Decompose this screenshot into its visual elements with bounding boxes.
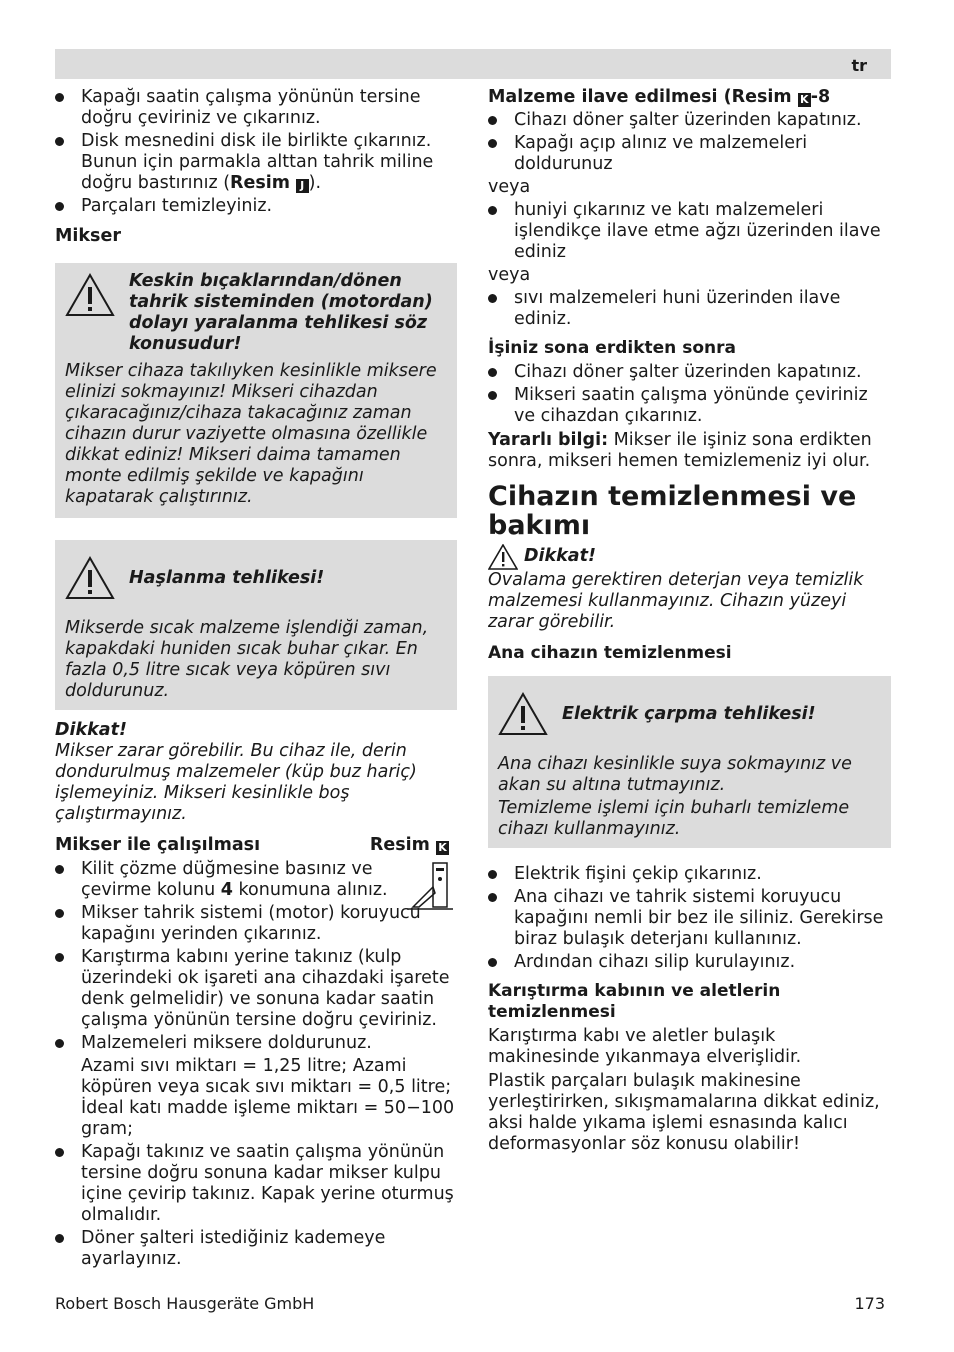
figure-letter-icon: K bbox=[436, 841, 449, 855]
paragraph: Plastik parçaları bulaşık makinesine yerleştirirken, sıkışmamalarına dikkat ediniz, aksi halde yıkama işlemi esnasında kalıcı deformasyonlar söz konusu olabilir! bbox=[488, 1071, 880, 1154]
section-title-adding: Malzeme ilave edilmesi (Resim K -8 bbox=[488, 87, 831, 107]
page-number: 173 bbox=[854, 1294, 885, 1313]
list-item: Kapağı açıp alınız ve malzemeleri doldurunuz bbox=[488, 133, 891, 175]
warning-box-scald bbox=[55, 540, 457, 710]
warning-body: Mikser cihaza takılıyken kesinlikle miksere elinizi sokmayınız! Mikseri cihazdan çıkaracağınız/cihaza takacağınız zaman cihazın durur vaziyette olmasına özellikle dikkat ediniz! Mikseri daima tamamen monte edilmiş şekilde ve kapağını kapatarak çalıştırınız. bbox=[65, 361, 437, 507]
bullet-list-working bbox=[55, 859, 457, 1054]
caution-heading: Dikkat! bbox=[488, 546, 891, 567]
right-column bbox=[488, 87, 891, 1155]
caution-body: Ovalama gerektiren deterjan veya temizlik malzemesi kullanmayınız. Cihazın yüzeyi zarar görebilir. bbox=[488, 570, 864, 632]
caution-title: Dikkat! bbox=[55, 720, 127, 740]
bullet-list-after bbox=[488, 362, 891, 427]
useful-tip: Yararlı bilgi: Mikser ile işiniz sona erdikten sonra, mikseri hemen temizlemeniz iyi olur. bbox=[488, 430, 872, 471]
list-item: Kilit çözme düğmesine basınız ve çevirme kolunu 4 konumuna alınız. bbox=[55, 859, 457, 901]
warning-body: Ana cihazı kesinlikle suya sokmayınız ve akan su altına tutmayınız. bbox=[498, 754, 852, 795]
list-item: sıvı malzemeleri huni üzerinden ilave ediniz. bbox=[488, 288, 891, 330]
warning-heading: Haşlanma tehlikesi! bbox=[65, 554, 447, 612]
list-item: Mikseri saatin çalışma yönünde çeviriniz ve cihazdan çıkarınız. bbox=[488, 385, 891, 427]
list-item: Kapağı takınız ve saatin çalışma yönünün tersine doğru sonuna kadar mikser kulpu içine çevirip takınız. Kapak yerine oturmuş olmalıdır. bbox=[55, 1142, 457, 1226]
list-item: Kapağı saatin çalışma yönünün tersine doğru çeviriniz ve çıkarınız. bbox=[55, 87, 457, 129]
list-item: Malzemeleri miksere doldurunuz. bbox=[55, 1033, 457, 1054]
caution-body: Mikser zarar görebilir. Bu cihaz ile, derin dondurulmuş malzemeler (küp buz hariç) işlemeyiniz. Mikseri kesinlikle boş çalıştırmayınız. bbox=[55, 741, 417, 824]
figure-letter-icon: J bbox=[296, 179, 309, 193]
warning-triangle-icon bbox=[65, 273, 115, 317]
or-text: veya bbox=[488, 265, 531, 285]
section-title-mikser: Mikser bbox=[55, 226, 121, 246]
warning-box-blades bbox=[55, 263, 457, 518]
left-column bbox=[55, 87, 457, 1272]
bullet-list-adding-2 bbox=[488, 200, 891, 263]
or-text: veya bbox=[488, 177, 531, 197]
working-steps bbox=[55, 859, 457, 1270]
warning-body: Temizleme işlemi için buharlı temizleme cihazı kullanmayınız. bbox=[498, 798, 850, 839]
section-title-cleaning: Cihazın temizlenmesi ve bakımı bbox=[488, 481, 857, 541]
warning-box-electric bbox=[488, 676, 891, 848]
header-bar bbox=[55, 49, 891, 79]
list-item: huniyi çıkarınız ve katı malzemeleri işlendikçe ilave etme ağzı üzerinden ilave ediniz bbox=[488, 200, 891, 263]
bullet-list-adding bbox=[488, 110, 891, 175]
footer-company: Robert Bosch Hausgeräte GmbH bbox=[55, 1294, 315, 1313]
warning-triangle-icon bbox=[488, 544, 518, 570]
list-item: Cihazı döner şalter üzerinden kapatınız. bbox=[488, 362, 891, 383]
figure-letter-icon: K bbox=[798, 93, 811, 107]
bullet-list-top bbox=[55, 87, 457, 217]
list-item: Ana cihazı ve tahrik sistemi koruyucu kapağını nemli bir bez ile siliniz. Gerekirse biraz bulaşık deterjanı kullanınız. bbox=[488, 887, 891, 950]
list-item: Parçaları temizleyiniz. bbox=[55, 196, 457, 217]
list-item: Disk mesnedini disk ile birlikte çıkarınız. Bunun için parmakla alttan tahrik miline doğru bastırınız (Resim J ). bbox=[55, 131, 457, 194]
section-title-working: Mikser ile çalışılması Resim K bbox=[55, 835, 457, 856]
capacity-note: Azami sıvı miktarı = 1,25 litre; Azami köpüren veya sıcak sıvı miktarı = 0,5 litre; İdeal katı madde işleme miktarı = 50−100 gram; bbox=[81, 1056, 455, 1139]
section-title-after: İşiniz sona erdikten sonra bbox=[488, 338, 736, 358]
figure-reference: Resim bbox=[369, 835, 430, 855]
list-item: Karıştırma kabını yerine takınız (kulp üzerindeki ok işareti ana cihazdaki işarete denk gelmelidir) ve sonuna kadar saatin çalışma yönünün tersine doğru çeviriniz. bbox=[55, 947, 457, 1031]
warning-triangle-icon bbox=[65, 556, 115, 600]
section-title-main-cleaning: Ana cihazın temizlenmesi bbox=[488, 643, 732, 663]
warning-heading: Elektrik çarpma tehlikesi! bbox=[498, 690, 881, 748]
section-title-bowl-cleaning: Karıştırma kabının ve aletlerin temizlenmesi bbox=[488, 981, 781, 1022]
warning-body: Mikserde sıcak malzeme işlendiği zaman, kapakdaki huniden sıcak buhar çıkar. En fazla 0,5 litre sıcak veya köpüren sıvı doldurunuz. bbox=[65, 618, 429, 701]
list-item: Elektrik fişini çekip çıkarınız. bbox=[488, 864, 891, 885]
language-code: tr bbox=[851, 56, 867, 75]
paragraph: Karıştırma kabı ve aletler bulaşık makinesinde yıkanmaya elverişlidir. bbox=[488, 1026, 802, 1067]
warning-heading: Keskin bıçaklarından/dönen tahrik sisteminden (motordan) dolayı yaralanma tehlikesi söz konusudur! bbox=[65, 271, 447, 355]
warning-triangle-icon bbox=[498, 692, 548, 736]
bullet-list-main-cleaning bbox=[488, 864, 891, 973]
list-item: Mikser tahrik sistemi (motor) koruyucu kapağını yerinden çıkarınız. bbox=[55, 903, 457, 945]
list-item: Ardından cihazı silip kurulayınız. bbox=[488, 952, 891, 973]
bullet-list-working-2 bbox=[55, 1142, 457, 1270]
figure-reference: Resim bbox=[230, 173, 291, 193]
bullet-list-adding-3 bbox=[488, 288, 891, 330]
list-item: Döner şalteri istediğiniz kademeye ayarlayınız. bbox=[55, 1228, 457, 1270]
list-item: Cihazı döner şalter üzerinden kapatınız. bbox=[488, 110, 891, 131]
